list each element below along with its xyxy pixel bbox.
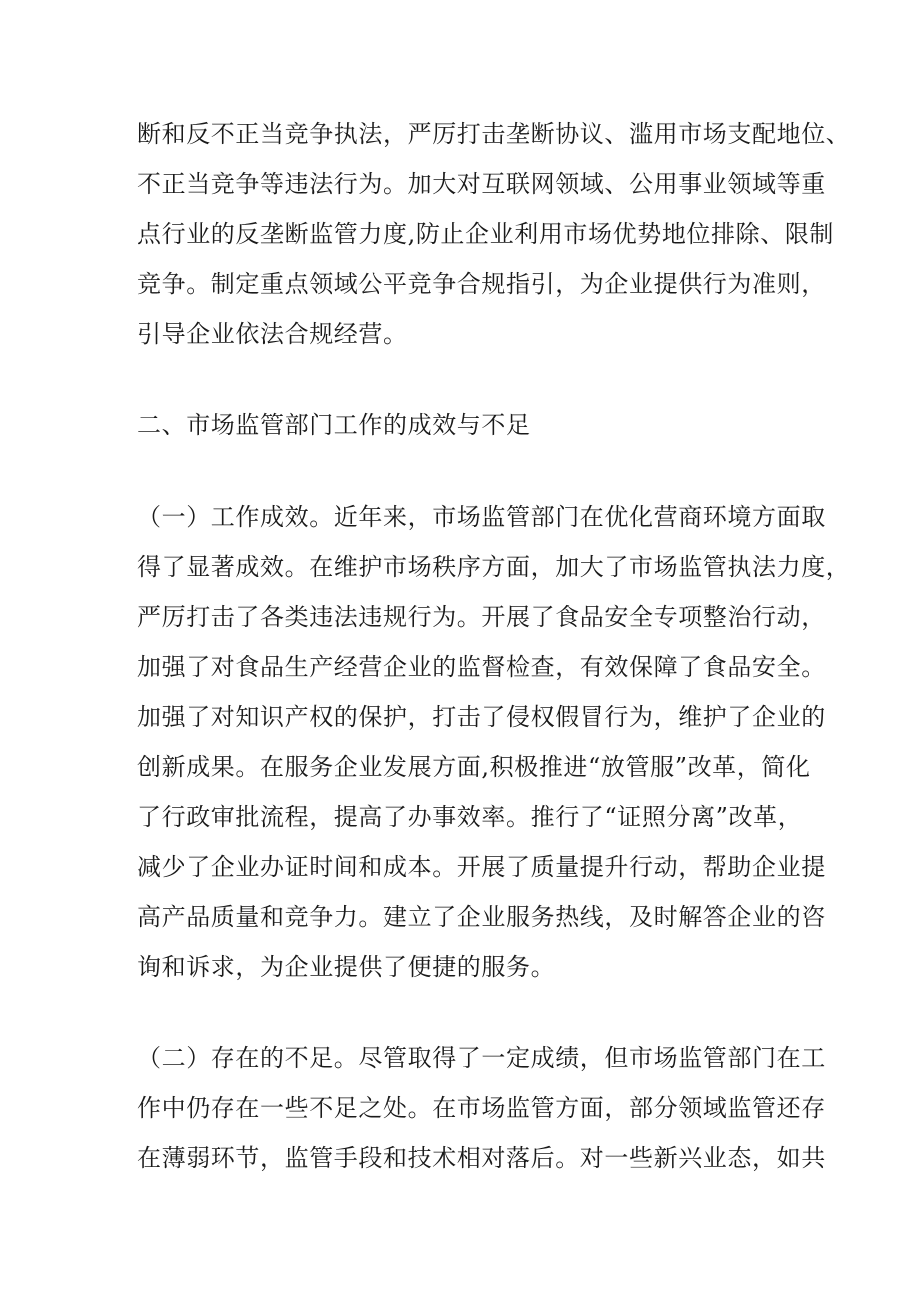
text-line: 不正当竞争等违法行为。加大对互联网领域、公用事业领域等重 — [137, 170, 826, 198]
text-line: 点行业的反垄断监管力度,防止企业利用市场优势地位排除、限制 — [137, 220, 835, 248]
text-line: 加强了对食品生产经营企业的监督检查，有效保障了食品安全。 — [137, 653, 826, 681]
text-line: 询和诉求，为企业提供了便捷的服务。 — [137, 953, 556, 981]
text-line: 竞争。制定重点领域公平竞争合规指引，为企业提供行为准则， — [137, 270, 826, 298]
text-line: 作中仍存在一些不足之处。在市场监管方面，部分领域监管还存 — [137, 1094, 826, 1122]
text-line: 加强了对知识产权的保护，打击了侵权假冒行为，维护了企业的 — [137, 703, 826, 731]
text-line: 创新成果。在服务企业发展方面,积极推进“放管服”改革，简化 — [137, 753, 811, 781]
text-line: 在薄弱环节，监管手段和技术相对落后。对一些新兴业态，如共 — [137, 1144, 826, 1172]
text-line: 得了显著成效。在维护市场秩序方面，加大了市场监管执法力度， — [137, 553, 851, 581]
text-line: 高产品质量和竞争力。建立了企业服务热线，及时解答企业的咨 — [137, 903, 826, 931]
text-line: 了行政审批流程，提高了办事效率。推行了“证照分离”改革， — [137, 803, 803, 831]
text-line: 引导企业依法合规经营。 — [137, 320, 408, 348]
text-line: （二）存在的不足。尽管取得了一定成绩，但市场监管部门在工 — [137, 1044, 826, 1072]
text-line: 断和反不正当竞争执法，严厉打击垄断协议、滥用市场支配地位、 — [137, 120, 851, 148]
section-heading: 二、市场监管部门工作的成效与不足 — [137, 411, 531, 439]
text-line: 减少了企业办证时间和成本。开展了质量提升行动，帮助企业提 — [137, 853, 826, 881]
text-line: 严厉打击了各类违法违规行为。开展了食品安全专项整治行动， — [137, 603, 826, 631]
text-line: （一）工作成效。近年来，市场监管部门在优化营商环境方面取 — [137, 503, 826, 531]
